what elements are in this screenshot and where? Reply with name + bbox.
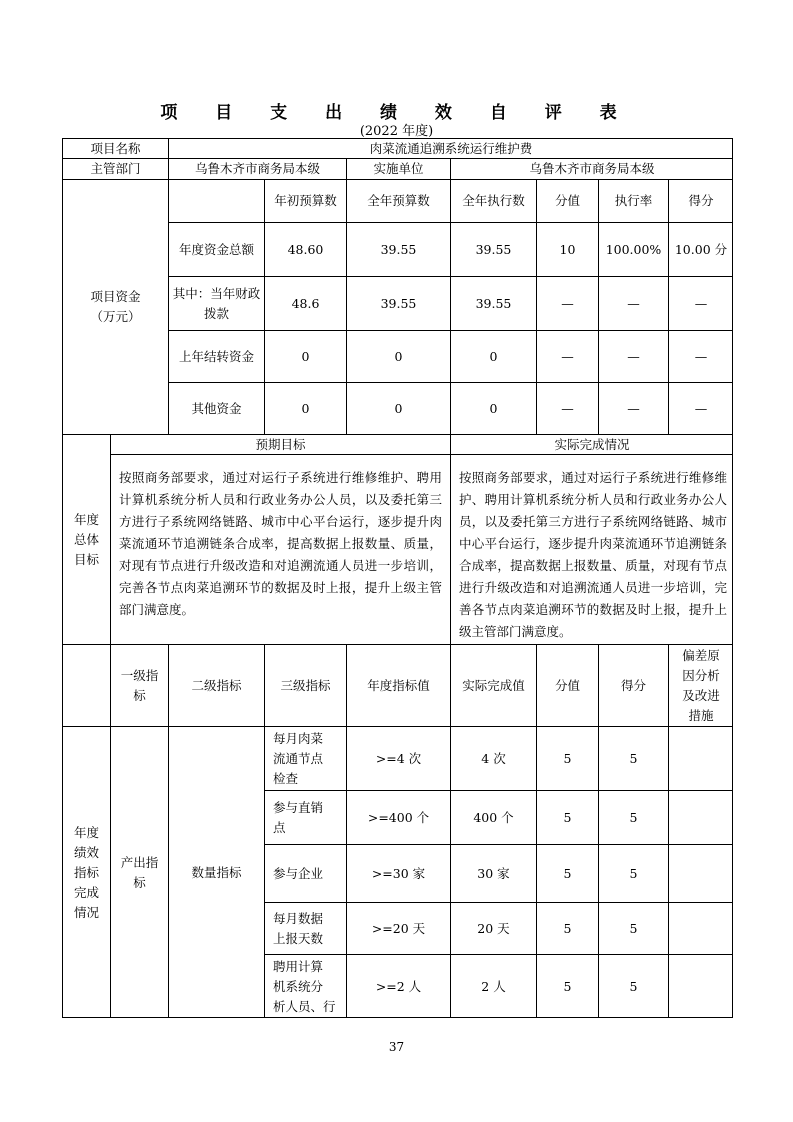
level3-indicator: 每月数据 上报天数 — [265, 903, 347, 955]
score-value: 5 — [537, 727, 599, 791]
funds-cell: 0 — [451, 331, 537, 383]
funds-header: 得分 — [669, 180, 733, 223]
goal-label: 年度 总体 目标 — [63, 435, 111, 645]
level3-indicator: 参与企业 — [265, 845, 347, 903]
funds-row-label: 其中：当年财政拨款 — [169, 277, 265, 331]
funds-cell: — — [599, 277, 669, 331]
funds-cell: — — [537, 277, 599, 331]
level2-indicator: 数量指标 — [169, 727, 265, 1018]
score-value: 5 — [537, 955, 599, 1018]
funds-row-label: 上年结转资金 — [169, 331, 265, 383]
funds-cell: 0 — [347, 383, 451, 435]
impl-label: 实施单位 — [347, 159, 451, 180]
funds-cell: 0 — [265, 331, 347, 383]
evaluation-table — [62, 138, 733, 1018]
funds-cell: 10 — [537, 223, 599, 277]
funds-cell: 39.55 — [451, 277, 537, 331]
actual-value: 4 次 — [451, 727, 537, 791]
funds-row-label: 其他资金 — [169, 383, 265, 435]
expected-goal-header: 预期目标 — [111, 435, 451, 455]
impl-value: 乌鲁木齐市商务局本级 — [451, 159, 733, 180]
level3-indicator: 每月肉菜 流通节点 检查 — [265, 727, 347, 791]
funds-cell: — — [669, 383, 733, 435]
report-year: (2022 年度) — [359, 124, 434, 139]
deviation-note — [669, 727, 733, 791]
funds-header: 全年执行数 — [451, 180, 537, 223]
funds-cell: 0 — [451, 383, 537, 435]
funds-cell: 100.00% — [599, 223, 669, 277]
score: 5 — [599, 791, 669, 845]
dept-value: 乌鲁木齐市商务局本级 — [169, 159, 347, 180]
funds-cell: 48.6 — [265, 277, 347, 331]
actual-value: 400 个 — [451, 791, 537, 845]
deviation-note — [669, 845, 733, 903]
target-value: >=30 家 — [347, 845, 451, 903]
funds-cell: — — [537, 383, 599, 435]
dept-label: 主管部门 — [63, 159, 169, 180]
actual-value: 2 人 — [451, 955, 537, 1018]
score-value: 5 — [537, 845, 599, 903]
indicator-header: 分值 — [537, 645, 599, 727]
funds-label: 项目资金 （万元） — [63, 180, 169, 435]
score: 5 — [599, 955, 669, 1018]
target-value: >=400 个 — [347, 791, 451, 845]
indicator-header: 实际完成值 — [451, 645, 537, 727]
funds-cell: 48.60 — [265, 223, 347, 277]
project-name-label: 项目名称 — [63, 139, 169, 159]
actual-result-text: 按照商务部要求，通过对运行子系统进行维修维护、聘用计算机系统分析人员和行政业务办公人员，以及委托第三方进行子系统网络链路、城市中心平台运行，逐步提升肉菜流通环节追溯链条合成率，提高数据上报数量、质量，对现有节点进行升级改造和对追溯流通人员进一步培训，完善各节点肉菜追溯环节的数据及时上报，提升上级主管部门满意度。 — [451, 455, 733, 645]
indicator-header: 偏差原 因分析 及改进 措施 — [669, 645, 733, 727]
funds-cell: — — [599, 331, 669, 383]
funds-header: 年初预算数 — [265, 180, 347, 223]
score-value: 5 — [537, 903, 599, 955]
funds-cell: 0 — [347, 331, 451, 383]
level1-indicator: 产出指 标 — [111, 727, 169, 1018]
page-title: 项 目 支 出 绩 效 自 评 表 — [160, 103, 633, 123]
funds-cell: 10.00 分 — [669, 223, 733, 277]
indicator-header-corner — [63, 645, 111, 727]
target-value: >=4 次 — [347, 727, 451, 791]
funds-row-label: 年度资金总额 — [169, 223, 265, 277]
funds-cell: 39.55 — [451, 223, 537, 277]
funds-cell: — — [669, 277, 733, 331]
funds-cell: — — [537, 331, 599, 383]
target-value: >=20 天 — [347, 903, 451, 955]
funds-cell: 0 — [265, 383, 347, 435]
project-name-value: 肉菜流通追溯系统运行维护费 — [169, 139, 733, 159]
level3-indicator: 参与直销 点 — [265, 791, 347, 845]
indicator-header: 得分 — [599, 645, 669, 727]
funds-cell: 39.55 — [347, 223, 451, 277]
score: 5 — [599, 903, 669, 955]
deviation-note — [669, 903, 733, 955]
target-value: >=2 人 — [347, 955, 451, 1018]
score: 5 — [599, 727, 669, 791]
indicator-header: 一级指 标 — [111, 645, 169, 727]
page-number: 37 — [388, 1040, 405, 1054]
deviation-note — [669, 791, 733, 845]
funds-header-corner — [169, 180, 265, 223]
funds-cell: — — [599, 383, 669, 435]
funds-cell: — — [669, 331, 733, 383]
actual-value: 20 天 — [451, 903, 537, 955]
funds-header: 执行率 — [599, 180, 669, 223]
actual-result-header: 实际完成情况 — [451, 435, 733, 455]
funds-header: 全年预算数 — [347, 180, 451, 223]
actual-value: 30 家 — [451, 845, 537, 903]
score: 5 — [599, 845, 669, 903]
funds-cell: 39.55 — [347, 277, 451, 331]
indicator-header: 三级指标 — [265, 645, 347, 727]
indicator-header: 二级指标 — [169, 645, 265, 727]
deviation-note — [669, 955, 733, 1018]
expected-goal-text: 按照商务部要求，通过对运行子系统进行维修维护、聘用计算机系统分析人员和行政业务办公人员，以及委托第三方进行子系统网络链路、城市中心平台运行，逐步提升肉菜流通环节追溯链条合成率，提高数据上报数量、质量，对现有节点进行升级改造和对追溯流通人员进一步培训，完善各节点肉菜追溯环节的数据及时上报，提升上级主管部门满意度。 — [111, 455, 451, 645]
indicator-header: 年度指标值 — [347, 645, 451, 727]
funds-header: 分值 — [537, 180, 599, 223]
indicator-section-label: 年度 绩效 指标 完成 情况 — [63, 727, 111, 1018]
score-value: 5 — [537, 791, 599, 845]
level3-indicator: 聘用计算 机系统分 析人员、行 — [265, 955, 347, 1018]
